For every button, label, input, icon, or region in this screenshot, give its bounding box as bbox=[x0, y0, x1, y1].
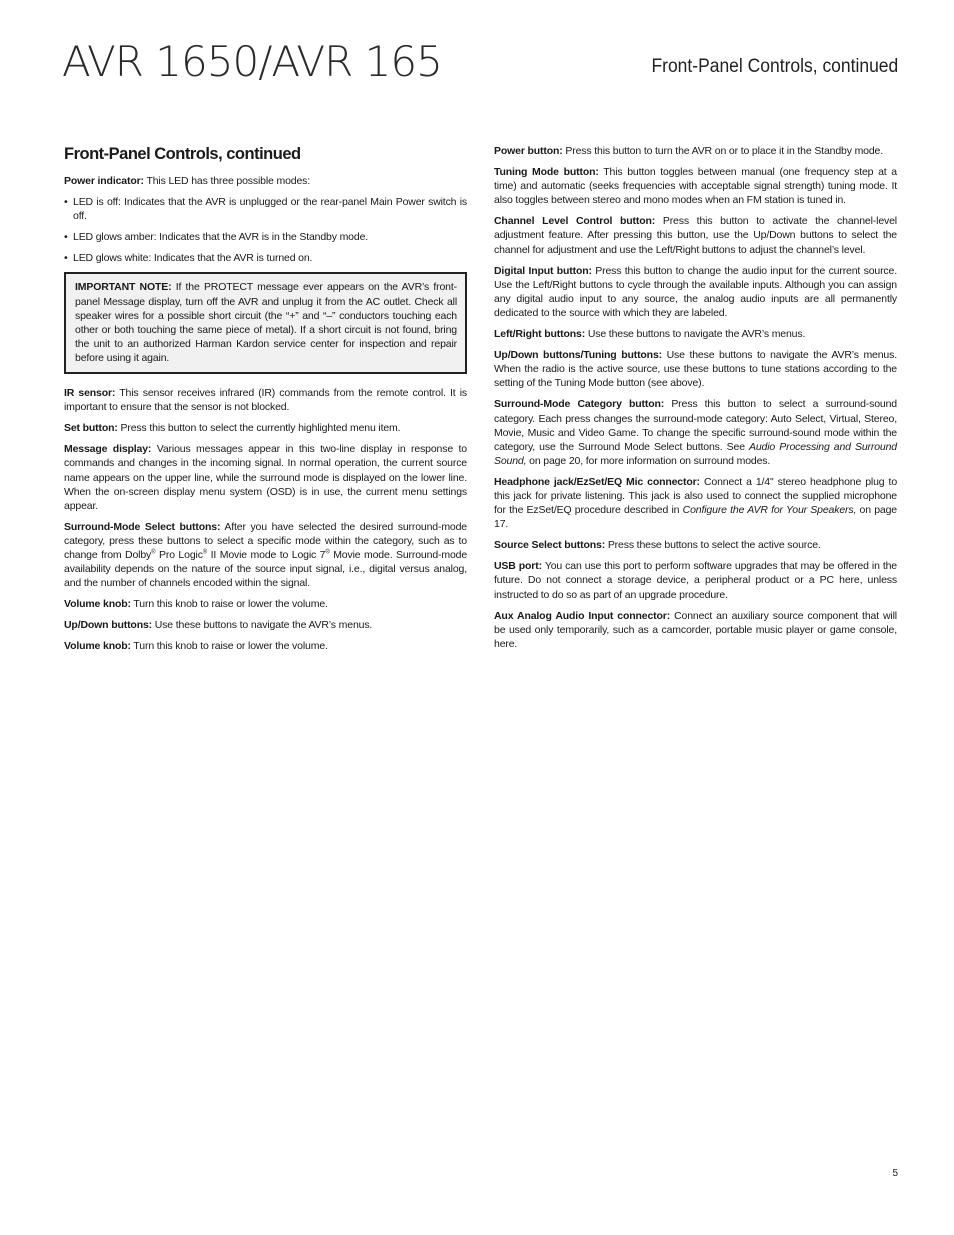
left-column bbox=[64, 144, 467, 661]
registered-mark: ® bbox=[325, 549, 330, 556]
surround-category-paragraph bbox=[494, 397, 897, 467]
set-button-paragraph bbox=[64, 421, 467, 435]
term: Up/Down buttons/Tuning buttons: bbox=[494, 349, 662, 362]
term: Aux Analog Audio Input connector: bbox=[494, 609, 671, 622]
usb-port-paragraph bbox=[494, 559, 897, 601]
term: Power button: bbox=[494, 145, 563, 157]
description: Movie mode. Surround-mode availability depends on the nature of the source input signal, i.e., digital versus analog, and the number of channels encoded within the signal. bbox=[64, 548, 468, 590]
note-term: IMPORTANT NOTE: bbox=[75, 281, 172, 294]
description: on page 17. bbox=[494, 504, 897, 531]
cross-reference: Configure the AVR for Your Speakers, bbox=[682, 504, 857, 517]
registered-mark: ® bbox=[202, 549, 208, 556]
note-text: If the PROTECT message ever appears on the AVR’s front-panel Message display, turn off the AVR and unplug it from the AC outlet. Check all speaker wires for a possible short circuit (the “+” and “–” conductors touching each other or both touching the same piece of metal). If a short circuit is not found, bring the unit to an authorized Harman Kardon service center for inspection and repair before using it again. bbox=[75, 281, 457, 364]
channel-level-paragraph bbox=[494, 214, 897, 256]
term: Volume knob: bbox=[64, 598, 131, 611]
term: Channel Level Control button: bbox=[494, 215, 656, 228]
term: USB port: bbox=[494, 560, 542, 573]
page-header-title: Front-Panel Controls, continued bbox=[651, 56, 898, 77]
description: Connect an auxiliary source component that will be used only temporarily, such as a camcorder, portable music player or game console, here. bbox=[494, 609, 897, 650]
message-display-paragraph bbox=[64, 442, 467, 512]
list-item: • LED glows amber: Indicates that the AVR is in the Standby mode. bbox=[64, 230, 467, 244]
description: Press these buttons to select the active source. bbox=[605, 539, 821, 552]
headphone-paragraph bbox=[494, 475, 897, 531]
important-note-box bbox=[64, 272, 467, 374]
term: IR sensor: bbox=[64, 387, 116, 400]
list-item: • LED glows white: Indicates that the AVR is turned on. bbox=[64, 251, 467, 265]
description: Press this button to activate the channel-level adjustment feature. After pressing this button, use the Up/Down buttons to select the channel for adjustment and use the Left/Right buttons to adjust the channel’s level. bbox=[494, 215, 897, 256]
tuning-mode-paragraph bbox=[494, 165, 897, 207]
description: This sensor receives infrared (IR) commands from the remote control. It is important to ensure that the sensor is not blocked. bbox=[64, 387, 467, 414]
description: Connect a 1/4" stereo headphone plug to this jack for private listening. This jack is also used to connect the supplied microphone for the EzSet/EQ procedure described in bbox=[494, 475, 898, 517]
term: Volume knob: bbox=[64, 640, 131, 653]
aux-input-paragraph bbox=[494, 609, 897, 651]
description: After you have selected the desired surround-mode category, press these buttons to select a specific mode within the category, such as to change from Dolby bbox=[64, 520, 467, 561]
updown-buttons-paragraph bbox=[64, 618, 467, 632]
model-title: AVR 1650/AVR 165 bbox=[62, 37, 442, 86]
updown-tuning-paragraph bbox=[494, 348, 897, 390]
term: Set button: bbox=[64, 422, 118, 435]
term: Surround-Mode Select buttons: bbox=[64, 520, 221, 533]
description: Press this button to turn the AVR on or to place it in the Standby mode. bbox=[562, 145, 884, 157]
description: Press this button to select a surround-sound category. Each press changes the surround-mode category: Auto Select, Virtual, Stereo, Movie, Music and Video Game. To change the specific surround-sound mode within the category, use the Surround Mode Select buttons. See bbox=[494, 398, 897, 453]
power-button-paragraph bbox=[494, 144, 897, 158]
term: Digital Input button: bbox=[494, 264, 592, 277]
term: Headphone jack/EzSet/EQ Mic connector: bbox=[494, 475, 700, 488]
registered-mark: ® bbox=[151, 549, 156, 556]
right-column bbox=[494, 144, 897, 658]
description: Use these buttons to navigate the AVR’s menus. bbox=[585, 328, 806, 341]
description: You can use this port to perform software upgrades that may be offered in the future. Do not connect a storage device, a peripheral product or a PC here, unless instructed to do so as part of an upgrade procedure. bbox=[494, 560, 897, 601]
description: This button toggles between manual (one frequency step at a time) and automatic (seeks frequencies with acceptable signal strength) tuning mode. It also toggles between stereo and mono modes when an FM station is tuned in. bbox=[494, 166, 897, 207]
description: Use these buttons to navigate the AVR’s menus. When the radio is the active source, use these buttons to tune stations according to the setting of the Tuning Mode button (see above). bbox=[494, 349, 897, 390]
surround-select-paragraph bbox=[64, 520, 467, 590]
description: on page 20, for more information on surround modes. bbox=[526, 454, 771, 467]
source-select-paragraph bbox=[494, 538, 897, 552]
page-number: 5 bbox=[892, 1168, 898, 1179]
term: Surround-Mode Category button: bbox=[494, 398, 665, 411]
description: Press this button to change the audio input for the current source. Use the Left/Right buttons to cycle through the available inputs. Although you can assign any digital audio input to any source, the analog audio inputs are all permanently dedicated to the source with which they are labeled. bbox=[494, 264, 897, 319]
term: Tuning Mode button: bbox=[494, 166, 599, 179]
power-indicator-paragraph bbox=[64, 174, 467, 188]
volume-knob-paragraph bbox=[64, 639, 467, 653]
term: Message display: bbox=[64, 443, 152, 456]
led-mode-list bbox=[64, 195, 467, 265]
description: Various messages appear in this two-line display in response to commands and changes in the incoming signal. In normal operation, the current source name appears on the upper line, while the surround mode is displayed on the lower line. When the on-screen display menu system (OSD) is in use, the current menu settings appear. bbox=[64, 443, 467, 512]
description: Use these buttons to navigate the AVR’s menus. bbox=[152, 619, 373, 632]
description: Turn this knob to raise or lower the volume. bbox=[130, 598, 328, 611]
digital-input-paragraph bbox=[494, 264, 897, 320]
description: Pro Logic bbox=[155, 548, 203, 561]
section-heading: Front-Panel Controls, continued bbox=[64, 145, 301, 163]
left-right-paragraph bbox=[494, 327, 897, 341]
description: Press this button to select the currently highlighted menu item. bbox=[117, 422, 401, 435]
description: II Movie mode to Logic 7 bbox=[207, 548, 326, 561]
ir-sensor-paragraph bbox=[64, 386, 467, 414]
volume-knob-paragraph bbox=[64, 597, 467, 611]
term: Source Select buttons: bbox=[494, 539, 606, 552]
list-item: • LED is off: Indicates that the AVR is unplugged or the rear-panel Main Power switch is off. bbox=[64, 195, 467, 223]
term: Left/Right buttons: bbox=[494, 328, 586, 341]
term: Up/Down buttons: bbox=[64, 619, 152, 632]
description: This LED has three possible modes: bbox=[143, 175, 311, 187]
term: Power indicator: bbox=[64, 175, 144, 187]
description: Turn this knob to raise or lower the volume. bbox=[130, 640, 328, 653]
cross-reference: Audio Processing and Surround Sound, bbox=[494, 440, 897, 467]
